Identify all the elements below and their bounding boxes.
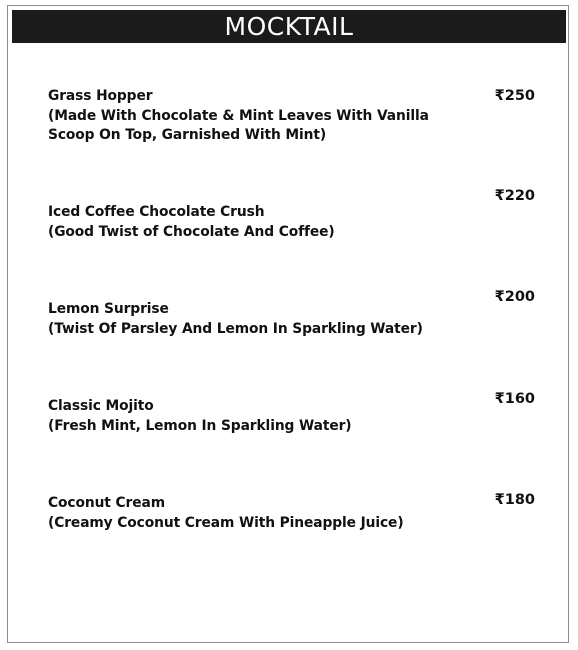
menu-item-description: (Creamy Coconut Cream With Pineapple Juice) [48,514,404,531]
section-title-bar [12,10,566,43]
menu-item-name: Lemon Surprise [48,301,169,317]
menu-item [48,494,548,533]
menu-item-price: ₹180 [494,492,535,508]
menu-item-description: (Good Twist of Chocolate And Coffee) [48,223,335,240]
menu-item [48,87,548,146]
menu-item-description: (Made With Chocolate & Mint Leaves With Vanilla Scoop On Top, Garnished With Mint) [48,107,429,143]
menu-item-price: ₹200 [494,289,535,305]
menu-item [48,397,548,436]
menu-item-name: Classic Mojito [48,398,154,414]
menu-item-price: ₹250 [494,88,535,104]
menu-item [48,300,548,339]
menu-item-name: Iced Coffee Chocolate Crush [48,204,265,220]
menu-item [48,203,548,242]
section-title: MOCKTAIL [224,12,354,41]
menu-item-name: Coconut Cream [48,495,165,511]
menu-item-price: ₹220 [494,188,535,204]
menu-item-name: Grass Hopper [48,88,153,104]
menu-item-description: (Twist Of Parsley And Lemon In Sparkling Water) [48,320,423,337]
menu-item-description: (Fresh Mint, Lemon In Sparkling Water) [48,417,352,434]
menu-item-price: ₹160 [494,391,535,407]
